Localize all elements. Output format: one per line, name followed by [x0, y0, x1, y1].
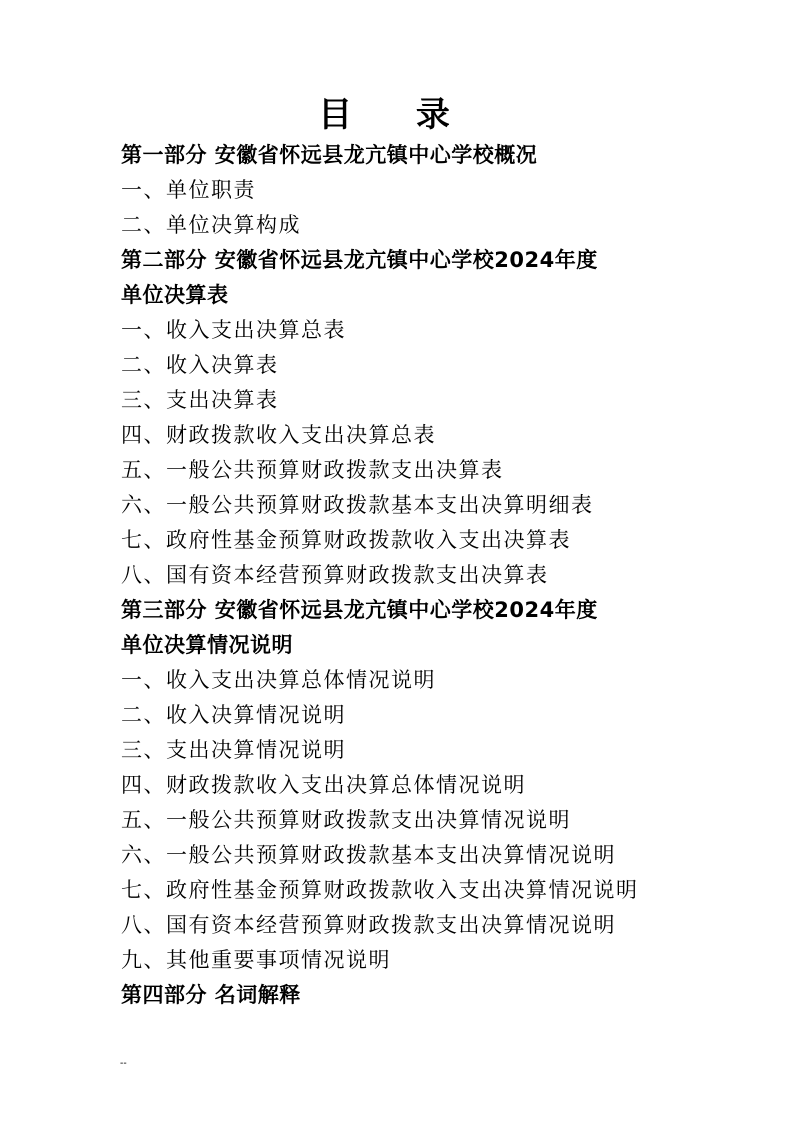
toc-item: 七、政府性基金预算财政拨款收入支出决算情况说明	[121, 878, 639, 902]
toc-section-heading: 第四部分 名词解释	[121, 983, 301, 1007]
toc-section-heading: 第三部分 安徽省怀远县龙亢镇中心学校2024年度	[121, 598, 598, 622]
toc-item: 一、单位职责	[121, 178, 256, 202]
toc-item: 三、支出决算情况说明	[121, 738, 346, 762]
toc-title: 目 录	[318, 95, 476, 135]
toc-section-heading: 第一部分 安徽省怀远县龙亢镇中心学校概况	[121, 143, 538, 167]
toc-item: 八、国有资本经营预算财政拨款支出决算情况说明	[121, 913, 616, 937]
toc-item: 四、财政拨款收入支出决算总表	[121, 423, 436, 447]
page-footer-mark: --	[120, 1058, 127, 1069]
toc-item: 一、收入支出决算总体情况说明	[121, 668, 436, 692]
toc-item: 三、支出决算表	[121, 388, 279, 412]
toc-item: 二、收入决算情况说明	[121, 703, 346, 727]
toc-item: 六、一般公共预算财政拨款基本支出决算情况说明	[121, 843, 616, 867]
toc-item: 一、收入支出决算总表	[121, 318, 346, 342]
toc-list	[121, 138, 721, 1013]
toc-item: 二、收入决算表	[121, 353, 279, 377]
toc-section-heading: 单位决算表	[121, 283, 229, 307]
toc-section-heading: 单位决算情况说明	[121, 633, 293, 657]
toc-item: 四、财政拨款收入支出决算总体情况说明	[121, 773, 526, 797]
toc-item: 六、一般公共预算财政拨款基本支出决算明细表	[121, 493, 594, 517]
toc-item: 五、一般公共预算财政拨款支出决算情况说明	[121, 808, 571, 832]
toc-item: 五、一般公共预算财政拨款支出决算表	[121, 458, 504, 482]
toc-item: 七、政府性基金预算财政拨款收入支出决算表	[121, 528, 571, 552]
toc-item: 九、其他重要事项情况说明	[121, 948, 391, 972]
toc-section-heading: 第二部分 安徽省怀远县龙亢镇中心学校2024年度	[121, 248, 598, 272]
toc-item: 二、单位决算构成	[121, 213, 301, 237]
toc-item: 八、国有资本经营预算财政拨款支出决算表	[121, 563, 549, 587]
